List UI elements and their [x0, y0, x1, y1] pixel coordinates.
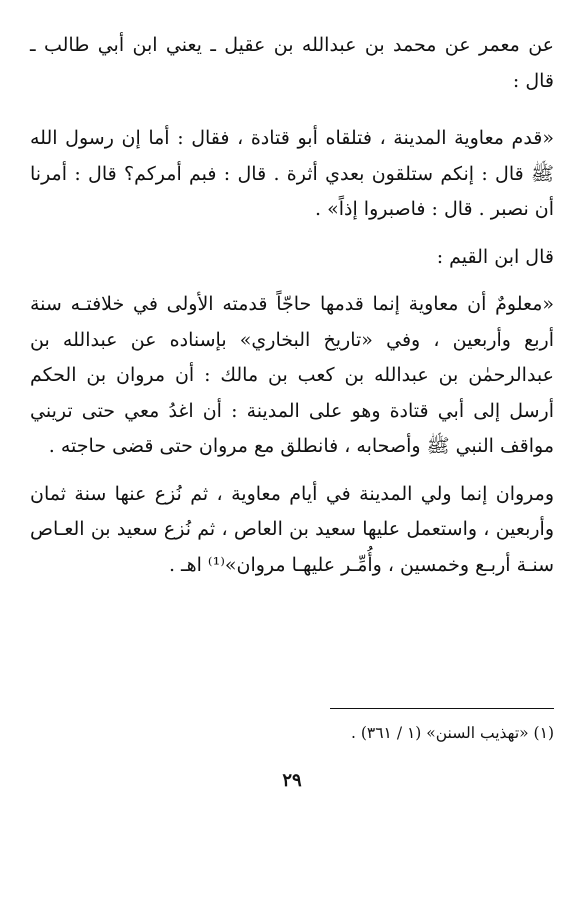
page-number: ٢٩ — [282, 770, 302, 791]
paragraph-ibn-qayyim-heading: قال ابن القيم : — [436, 245, 554, 268]
page-body — [30, 28, 554, 583]
paragraph-chain-of-narration: عن معمر عن محمد بن عبدالله بن عقيل ـ يعني ابن أبي طالب ـ قال : — [30, 34, 554, 92]
paragraph-ibn-qayyim-quote: «معلومٌ أن معاوية إنما قدمها حاجّاً قدمته الأولى في خلافتـه سنة أربع وأربعين ، وفي «تاريخ البخاري» بإسناده عن عبدالله بن عبدالرحمٰن بن عبدالله بن كعب بن مالك : أن مروان بن الحكم أرسل إلى أبي قتادة وهو على المدينة : أن اغدُ معي حتى تريني مواقف النبي ﷺ وأصحابه ، فانطلق مع مروان حتى قضى حاجته . — [30, 293, 554, 457]
footnote: (١) «تهذيب السنن» (١ / ٣٦١) . — [351, 724, 554, 742]
footnote-divider — [330, 708, 554, 709]
paragraph-marwan-tenure: ومروان إنما ولي المدينة في أيام معاوية ، ثم نُزع عنها سنة ثمان وأربعين ، واستعمل عليها سعيد بن العاص ، ثم نُزع سعيد بن العـاص سنـة أربـع وخمسين ، وأُمِّـر عليهـا مروان»⁽¹⁾ اهـ . — [30, 482, 554, 576]
paragraph-hadith-quote: «قدم معاوية المدينة ، فتلقاه أبو قتادة ، فقال : أما إن رسول الله ﷺ قال : إنكم ستلقون بعدي أثرة . قال : فبم أمركم؟ قال : أمرنا أن نصبر . قال : فاصبروا إذاً» . — [30, 127, 554, 220]
